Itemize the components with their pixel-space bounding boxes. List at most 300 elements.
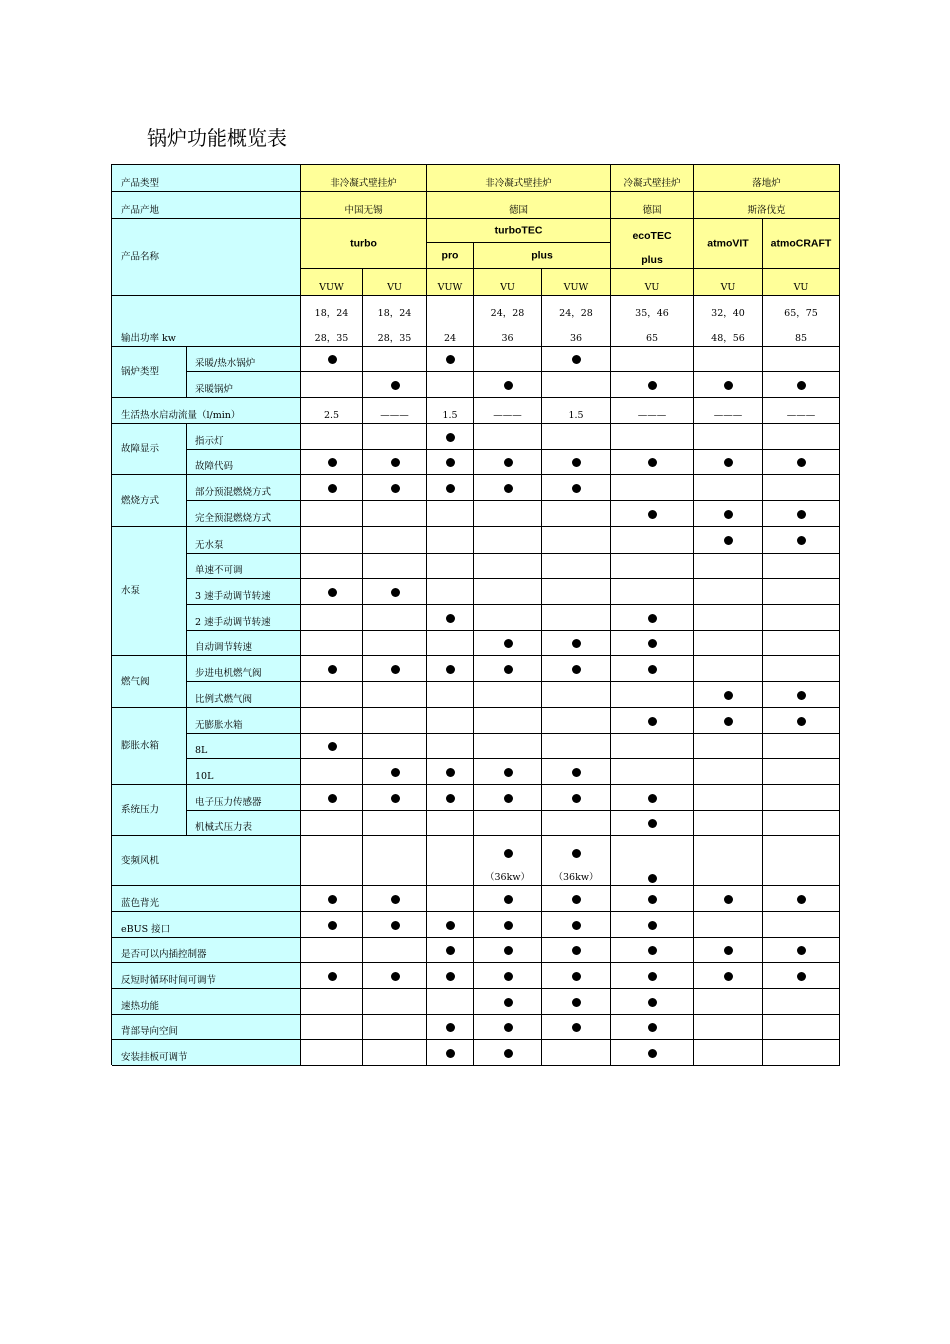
bullet-dot-icon [504, 946, 513, 955]
bullet-dot-icon [446, 921, 455, 930]
cell-value: ——— [713, 410, 743, 421]
bullet-dot-icon [391, 768, 400, 777]
data-cell [611, 708, 694, 734]
data-cell [763, 347, 840, 372]
data-cell [763, 631, 840, 656]
bullet-dot-icon [391, 895, 400, 904]
data-cell [474, 424, 542, 450]
sub-label: 比例式燃气阀 [195, 694, 253, 705]
row-label: 速热功能 [121, 1001, 160, 1012]
data-cell [611, 785, 694, 811]
data-cell [427, 554, 474, 579]
data-cell [542, 605, 611, 631]
product-name: plus [531, 249, 553, 261]
bullet-dot-icon [572, 849, 581, 858]
model-cell [474, 269, 542, 296]
group-label-cell [112, 527, 187, 656]
bullet-dot-icon [724, 458, 733, 467]
data-cell [474, 708, 542, 734]
bullet-dot-icon [648, 998, 657, 1007]
bullet-dot-icon [724, 536, 733, 545]
output-bottom: 85 [794, 333, 808, 344]
data-cell [763, 912, 840, 938]
bullet-dot-icon [328, 895, 337, 904]
type-cell [694, 165, 840, 192]
data-cell [694, 398, 763, 424]
data-cell [363, 708, 427, 734]
data-cell [694, 501, 763, 527]
data-cell [427, 475, 474, 501]
data-cell [763, 785, 840, 811]
row-label: 是否可以内插控制器 [121, 949, 207, 960]
data-cell [763, 734, 840, 759]
sub-label: 部分预混燃烧方式 [195, 487, 272, 498]
data-cell [763, 656, 840, 682]
data-cell [474, 605, 542, 631]
sub-label-cell [187, 579, 301, 605]
data-cell [694, 1015, 763, 1040]
data-cell [474, 734, 542, 759]
data-cell [301, 785, 363, 811]
data-cell [611, 1040, 694, 1066]
bullet-dot-icon [391, 458, 400, 467]
model-cell [611, 269, 694, 296]
data-cell [301, 554, 363, 579]
data-cell [474, 347, 542, 372]
data-cell [301, 450, 363, 475]
data-cell [542, 1015, 611, 1040]
data-cell [694, 708, 763, 734]
bullet-dot-icon [504, 665, 513, 674]
data-cell [427, 886, 474, 912]
bullet-dot-icon [504, 381, 513, 390]
bullet-dot-icon [446, 1023, 455, 1032]
data-cell [611, 372, 694, 398]
bullet-dot-icon [391, 665, 400, 674]
data-cell [427, 811, 474, 836]
data-cell [542, 450, 611, 475]
sub-label-cell [187, 347, 301, 372]
data-cell [301, 811, 363, 836]
group-label: 故障显示 [121, 443, 160, 455]
data-cell [611, 759, 694, 785]
data-cell [542, 527, 611, 554]
data-cell [363, 501, 427, 527]
bullet-dot-icon [797, 895, 806, 904]
bullet-dot-icon [446, 946, 455, 955]
data-cell [363, 938, 427, 963]
data-cell [763, 527, 840, 554]
bullet-dot-icon [391, 972, 400, 981]
data-cell [694, 372, 763, 398]
data-cell [301, 886, 363, 912]
bullet-dot-icon [504, 972, 513, 981]
sub-label: 自动调节转速 [195, 642, 253, 653]
sub-label: 10L [195, 771, 214, 782]
sub-label-cell [187, 785, 301, 811]
data-cell [474, 886, 542, 912]
bullet-dot-icon [797, 381, 806, 390]
data-cell [542, 734, 611, 759]
row-label: eBUS 接口 [121, 924, 171, 935]
product-name: atmoVIT [707, 237, 749, 249]
data-cell [301, 938, 363, 963]
data-cell [694, 1040, 763, 1066]
sub-label: 步进电机燃气阀 [195, 668, 262, 679]
output-cell [474, 296, 542, 347]
cell-value: 1.5 [442, 410, 458, 421]
data-cell [763, 759, 840, 785]
sub-label-cell [187, 682, 301, 708]
data-cell [694, 938, 763, 963]
data-cell [694, 912, 763, 938]
data-cell [427, 708, 474, 734]
bullet-dot-icon [648, 921, 657, 930]
data-cell [542, 424, 611, 450]
data-cell [301, 656, 363, 682]
data-cell [301, 424, 363, 450]
fan-note: （36kw） [485, 872, 530, 883]
data-cell [427, 527, 474, 554]
sub-label: 无水泵 [195, 540, 224, 551]
data-cell [694, 347, 763, 372]
data-cell [363, 372, 427, 398]
bullet-dot-icon [572, 946, 581, 955]
bullet-dot-icon [724, 381, 733, 390]
data-cell [763, 938, 840, 963]
output-top: 24，28 [490, 308, 525, 319]
data-cell [363, 886, 427, 912]
origin-label-cell [112, 192, 301, 219]
bullet-dot-icon [446, 665, 455, 674]
bullet-dot-icon [328, 921, 337, 930]
data-cell [694, 656, 763, 682]
data-cell [301, 708, 363, 734]
data-cell [611, 1015, 694, 1040]
sub-label-cell [187, 708, 301, 734]
product-name: pro [441, 249, 459, 261]
name-label: 产品名称 [121, 251, 160, 263]
bullet-dot-icon [391, 588, 400, 597]
origin-cell [611, 192, 694, 219]
data-cell [301, 605, 363, 631]
data-cell [694, 579, 763, 605]
data-cell [363, 554, 427, 579]
data-cell [301, 372, 363, 398]
data-cell [694, 963, 763, 989]
sub-label-cell [187, 450, 301, 475]
output-top: 18，24 [377, 308, 412, 319]
bullet-dot-icon [572, 972, 581, 981]
sub-label-cell [187, 605, 301, 631]
sub-label-cell [187, 475, 301, 501]
data-cell [427, 631, 474, 656]
product-name: turboTEC [494, 224, 543, 236]
type-value: 落地炉 [752, 178, 781, 189]
data-cell [611, 347, 694, 372]
type-cell [611, 165, 694, 192]
sub-label: 单速不可调 [195, 565, 243, 576]
data-cell [694, 811, 763, 836]
data-cell [542, 656, 611, 682]
name-cell [474, 243, 611, 269]
sub-label: 机械式压力表 [195, 822, 253, 833]
data-cell [694, 759, 763, 785]
data-cell [763, 708, 840, 734]
data-cell [427, 963, 474, 989]
type-cell [427, 165, 611, 192]
row-label-cell [112, 1015, 301, 1040]
data-cell [301, 682, 363, 708]
data-cell [363, 785, 427, 811]
data-cell [763, 1015, 840, 1040]
data-cell [694, 886, 763, 912]
bullet-dot-icon [648, 665, 657, 674]
sub-label-cell [187, 372, 301, 398]
data-cell [542, 631, 611, 656]
bullet-dot-icon [572, 665, 581, 674]
row-label: 背部导向空间 [121, 1026, 179, 1037]
name-cell [301, 219, 427, 269]
data-cell [694, 734, 763, 759]
data-cell [363, 424, 427, 450]
data-cell [542, 759, 611, 785]
data-cell [301, 398, 363, 424]
sub-label: 采暖锅炉 [195, 384, 234, 395]
data-cell [363, 605, 427, 631]
name-cell [694, 219, 763, 269]
data-cell [474, 372, 542, 398]
data-cell [611, 811, 694, 836]
bullet-dot-icon [572, 1023, 581, 1032]
data-cell [363, 836, 427, 886]
row-label: 蓝色背光 [121, 898, 160, 909]
bullet-dot-icon [572, 639, 581, 648]
row-label-cell [112, 398, 301, 424]
row-label-cell [112, 1040, 301, 1066]
output-top: 24，28 [559, 308, 593, 319]
data-cell [474, 938, 542, 963]
bullet-dot-icon [572, 895, 581, 904]
data-cell [427, 682, 474, 708]
model-cell [427, 269, 474, 296]
row-label: 安装挂板可调节 [121, 1052, 188, 1063]
model-value: VUW [563, 282, 589, 293]
sub-label: 采暖/热水锅炉 [195, 358, 256, 369]
data-cell [474, 682, 542, 708]
data-cell [611, 527, 694, 554]
group-label-cell [112, 475, 187, 527]
name-cell [427, 243, 474, 269]
bullet-dot-icon [724, 691, 733, 700]
data-cell [542, 989, 611, 1015]
data-cell [363, 682, 427, 708]
group-label-cell [112, 656, 187, 708]
sub-label: 8L [195, 745, 208, 756]
name-cell [427, 219, 611, 243]
data-cell [763, 450, 840, 475]
bullet-dot-icon [724, 946, 733, 955]
group-label: 锅炉类型 [121, 366, 160, 378]
data-cell [763, 1040, 840, 1066]
data-cell [474, 501, 542, 527]
sub-label-cell [187, 811, 301, 836]
sub-label: 指示灯 [195, 436, 224, 447]
bullet-dot-icon [504, 484, 513, 493]
data-cell [301, 347, 363, 372]
data-cell [542, 501, 611, 527]
bullet-dot-icon [648, 819, 657, 828]
product-name: plus [641, 254, 663, 266]
output-top: 35，46 [635, 308, 669, 319]
sub-label: 无膨胀水箱 [195, 720, 243, 731]
data-cell [611, 912, 694, 938]
data-cell [611, 501, 694, 527]
data-cell [611, 734, 694, 759]
model-cell [301, 269, 363, 296]
data-cell [427, 938, 474, 963]
name-label-cell [112, 219, 301, 296]
data-cell [694, 554, 763, 579]
model-value: VU [644, 282, 660, 293]
output-cell [694, 296, 763, 347]
group-label-cell [112, 347, 187, 398]
bullet-dot-icon [724, 717, 733, 726]
bullet-dot-icon [648, 614, 657, 623]
origin-cell [694, 192, 840, 219]
data-cell [427, 579, 474, 605]
data-cell [427, 734, 474, 759]
bullet-dot-icon [446, 484, 455, 493]
bullet-dot-icon [504, 921, 513, 930]
data-cell [301, 963, 363, 989]
data-cell [474, 836, 542, 886]
data-cell [542, 912, 611, 938]
type-value: 非冷凝式壁挂炉 [485, 178, 552, 189]
output-cell [301, 296, 363, 347]
data-cell [301, 734, 363, 759]
data-cell [363, 656, 427, 682]
data-cell [427, 372, 474, 398]
data-cell [763, 424, 840, 450]
data-cell [427, 989, 474, 1015]
row-label-cell [112, 938, 301, 963]
model-cell [694, 269, 763, 296]
data-cell [474, 527, 542, 554]
bullet-dot-icon [797, 510, 806, 519]
row-label-cell [112, 836, 301, 886]
data-cell [474, 475, 542, 501]
data-cell [474, 785, 542, 811]
type-label-cell [112, 165, 301, 192]
row-label-cell [112, 912, 301, 938]
cell-value: ——— [380, 410, 409, 421]
data-cell [611, 938, 694, 963]
data-cell [301, 579, 363, 605]
name-cell [611, 219, 694, 269]
data-cell [427, 1015, 474, 1040]
data-cell [474, 579, 542, 605]
data-cell [363, 963, 427, 989]
bullet-dot-icon [572, 484, 581, 493]
data-cell [474, 912, 542, 938]
origin-label: 产品产地 [121, 205, 160, 216]
output-bottom: 65 [645, 333, 659, 344]
data-cell [474, 631, 542, 656]
data-cell [763, 682, 840, 708]
bullet-dot-icon [328, 742, 337, 751]
data-cell [427, 450, 474, 475]
bullet-dot-icon [504, 1023, 513, 1032]
data-cell [542, 785, 611, 811]
model-value: VU [720, 282, 736, 293]
output-label-cell [112, 296, 301, 347]
data-cell [542, 963, 611, 989]
data-cell [611, 475, 694, 501]
bullet-dot-icon [446, 433, 455, 442]
data-cell [611, 579, 694, 605]
data-cell [611, 398, 694, 424]
data-cell [301, 912, 363, 938]
bullet-dot-icon [391, 921, 400, 930]
data-cell [301, 836, 363, 886]
data-cell [763, 398, 840, 424]
data-cell [542, 554, 611, 579]
row-label-cell [112, 989, 301, 1015]
output-cell [611, 296, 694, 347]
type-cell [301, 165, 427, 192]
data-cell [542, 1040, 611, 1066]
data-cell [363, 989, 427, 1015]
sub-label-cell [187, 554, 301, 579]
sub-label-cell [187, 527, 301, 554]
sub-label: 电子压力传感器 [195, 797, 262, 808]
bullet-dot-icon [797, 946, 806, 955]
data-cell [763, 811, 840, 836]
sub-label-cell [187, 501, 301, 527]
bullet-dot-icon [446, 355, 455, 364]
data-cell [363, 759, 427, 785]
bullet-dot-icon [391, 381, 400, 390]
data-cell [611, 450, 694, 475]
sub-label: 3 速手动调节转速 [195, 591, 271, 602]
data-cell [611, 682, 694, 708]
product-name: turbo [350, 237, 377, 249]
row-label: 变频风机 [121, 855, 160, 866]
data-cell [694, 989, 763, 1015]
bullet-dot-icon [648, 639, 657, 648]
cell-value: ——— [493, 410, 522, 421]
data-cell [474, 1040, 542, 1066]
origin-cell [427, 192, 611, 219]
bullet-dot-icon [504, 794, 513, 803]
page-title: 锅炉功能概览表 [147, 126, 287, 150]
output-bottom: 36 [569, 333, 583, 344]
data-cell [427, 501, 474, 527]
bullet-dot-icon [328, 588, 337, 597]
data-cell [611, 989, 694, 1015]
group-label: 水泵 [121, 585, 141, 597]
data-cell [611, 605, 694, 631]
data-cell [694, 785, 763, 811]
bullet-dot-icon [648, 717, 657, 726]
bullet-dot-icon [648, 1023, 657, 1032]
data-cell [474, 963, 542, 989]
data-cell [611, 424, 694, 450]
bullet-dot-icon [797, 717, 806, 726]
data-cell [542, 811, 611, 836]
data-cell [763, 554, 840, 579]
